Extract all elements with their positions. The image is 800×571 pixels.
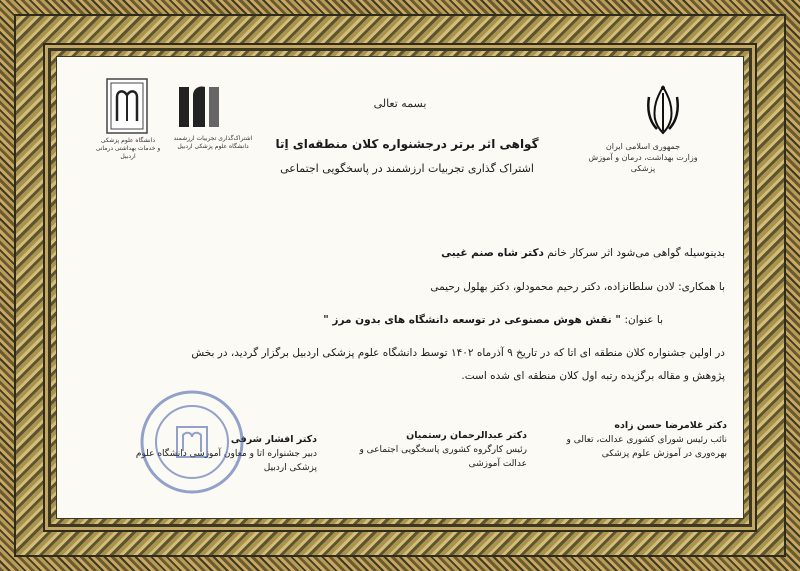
certificate-subtitle: اشتراک گذاری تجربیات ارزشمند در پاسخگویی اجتماعی (280, 162, 534, 175)
university-logo-caption (89, 137, 167, 161)
signature-block-2 (327, 429, 527, 471)
signatory-2-role-2: عدالت آموزشی (468, 459, 527, 469)
event-description-line: در اولین جشنواره کلان منطقه ای اتا که در تاریخ ۹ آذرماه ۱۴۰۲ توسط دانشگاه علوم پزشکی اردبیل برگزار گردید، در بخش (191, 347, 725, 359)
university-caption-line-1: دانشگاه علوم پزشکی (100, 137, 156, 144)
signatory-1-role-2: بهره‌وری در آموزش علوم پزشکی (601, 449, 727, 459)
recipient-line (441, 247, 725, 259)
bismillah: بسمه تعالی (373, 97, 427, 110)
signatory-3-name: دکتر افشار شرفی (230, 434, 317, 445)
work-title: " نقش هوش مصنوعی در توسعه دانشگاه های بدون مرز " (323, 314, 621, 326)
signature-block-1 (537, 419, 727, 461)
university-logo-icon (105, 77, 149, 135)
ministry-line-1: جمهوری اسلامی ایران (605, 142, 681, 151)
festival-logo-caption (169, 135, 257, 151)
ministry-caption (583, 141, 703, 174)
festival-logo-icon (175, 81, 223, 131)
signatory-2-name: دکتر عبدالرحمان رستمیان (406, 430, 527, 441)
certificate-title: گواهی اثر برتر درجشنواره کلان منطقه‌ای اِتا (275, 137, 539, 151)
festival-caption-line-2: دانشگاه علوم پزشکی اردبیل (177, 143, 249, 150)
university-caption-line-2: و خدمات بهداشتی درمانی اردبیل (95, 145, 161, 160)
award-line: پژوهش و مقاله برگزیده رتبه اول کلان منطقه ای شده است. (461, 370, 725, 382)
official-stamp-icon (137, 387, 247, 497)
signatory-3-role-2: پزشکی اردبیل (263, 463, 317, 473)
iran-emblem-icon (643, 83, 683, 137)
recipient-prefix: بدینوسیله گواهی می‌شود اثر سرکار خانم (547, 247, 725, 259)
festival-caption-line-1: اشتراک‌گذاری تجربیات ارزشمند (173, 135, 253, 142)
recipient-name: دکتر شاه صنم غیبی (441, 247, 544, 259)
work-title-line (323, 314, 663, 326)
work-title-prefix: با عنوان: (624, 314, 663, 326)
ministry-line-2: وزارت بهداشت، درمان و آموزش پزشکی (588, 153, 698, 173)
signatory-3-role-1: دبیر جشنواره اتا و معاون آموزشی دانشگاه علوم (135, 449, 317, 459)
certificate-paper (56, 56, 744, 519)
collaborators-line: با همکاری: لادن سلطانزاده، دکتر رحیم محمودلو، دکتر بهلول رحیمی (430, 281, 725, 293)
signatory-1-role-1: نائب رئیس شورای کشوری عدالت، تعالی و (566, 435, 727, 445)
signatory-2-role-1: رئیس کارگروه کشوری پاسخگویی اجتماعی و (359, 445, 527, 455)
signatory-1-name: دکتر غلامرضا حسن زاده (614, 420, 727, 431)
